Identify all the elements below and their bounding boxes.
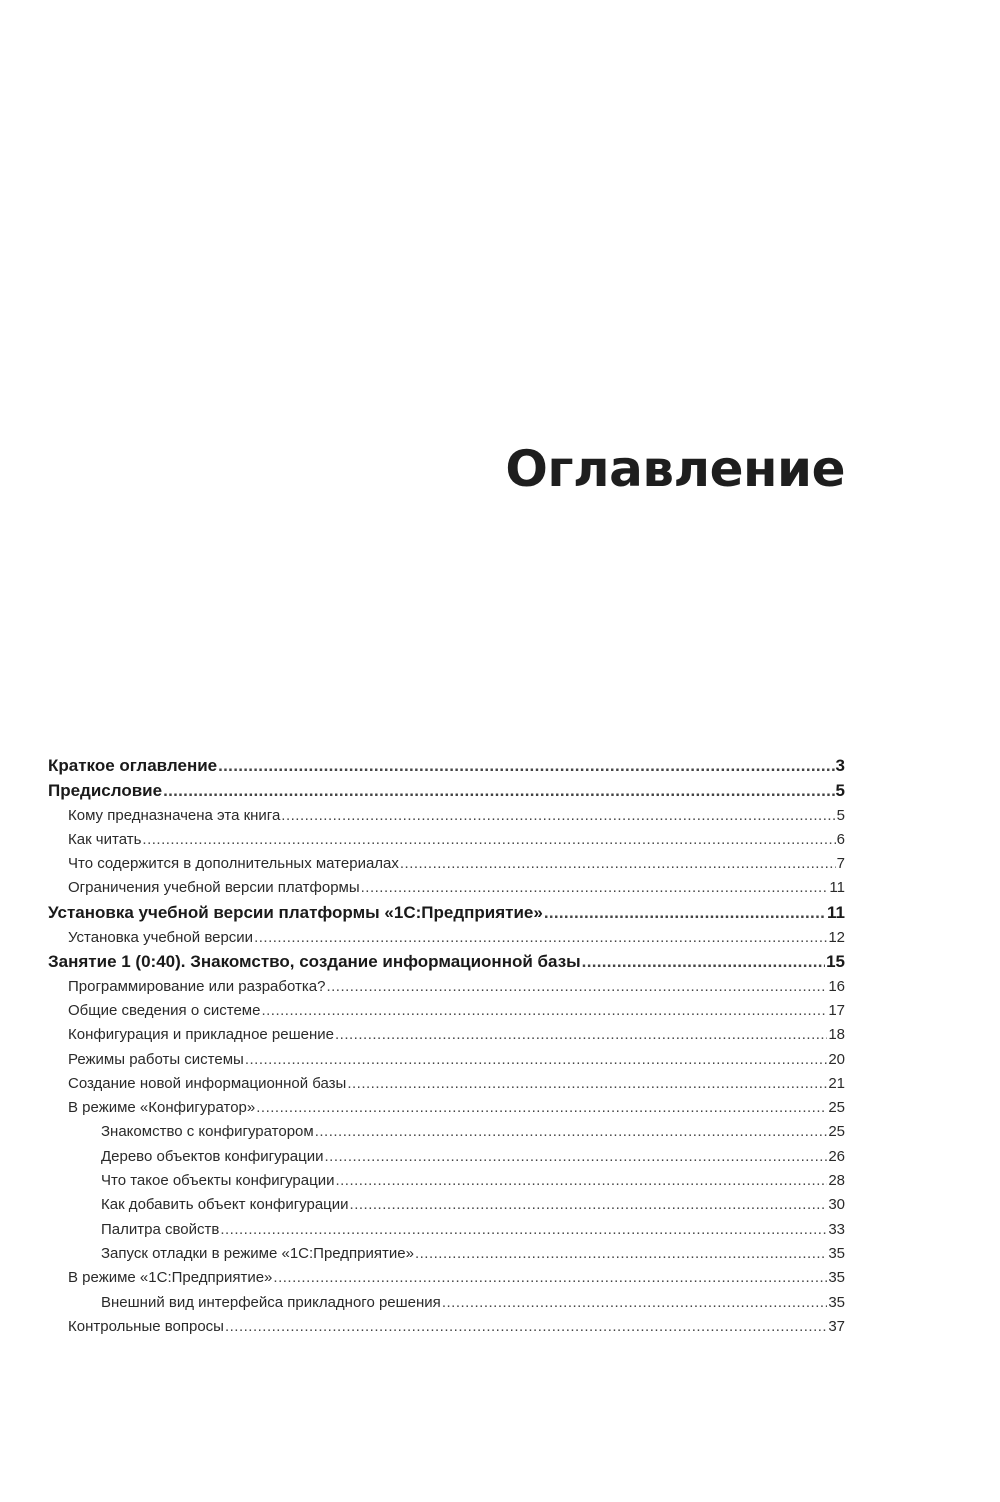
toc-entry-title: Что содержится в дополнительных материалах — [68, 855, 399, 873]
toc-entry-page-number: 21 — [828, 1074, 845, 1092]
toc-entry-page-number: 5 — [835, 780, 845, 800]
toc-entry-title: Как читать — [68, 830, 142, 848]
toc-entry — [48, 926, 845, 950]
toc-entry — [48, 1242, 845, 1266]
toc-entry — [48, 1266, 845, 1290]
toc-entry — [48, 876, 845, 900]
toc-entry-title: Дерево объектов конфигурации — [101, 1147, 324, 1165]
toc-entry — [48, 779, 845, 804]
toc-entry-page-number: 5 — [836, 806, 845, 824]
toc-entry — [48, 999, 845, 1023]
toc-entry-page-number: 15 — [826, 951, 845, 971]
toc-entry-page-number: 3 — [835, 756, 845, 775]
toc-entry-title: Краткое оглавление — [48, 756, 218, 775]
toc-dot-leader — [256, 1096, 827, 1120]
toc-dot-leader — [315, 1120, 828, 1144]
toc-dot-leader — [326, 975, 827, 999]
toc-entry — [48, 754, 845, 779]
toc-entry-page-number: 12 — [828, 928, 845, 946]
toc-entry-page-number: 30 — [828, 1196, 845, 1214]
toc-entry-page-number: 17 — [828, 1001, 845, 1019]
toc-dot-leader — [254, 926, 827, 950]
toc-entry — [48, 1120, 845, 1144]
toc-entry — [48, 1096, 845, 1120]
toc-entry-page-number: 11 — [829, 879, 845, 897]
toc-entry-title: В режиме «Конфигуратор» — [68, 1099, 256, 1117]
toc-entry — [48, 1218, 845, 1242]
toc-entry — [48, 852, 845, 876]
page-title: Оглавление — [505, 440, 845, 498]
toc-dot-leader — [220, 1218, 827, 1242]
toc-entry-title: Программирование или разработка? — [68, 977, 326, 995]
toc-dot-leader — [225, 1315, 827, 1339]
toc-dot-leader — [163, 779, 834, 804]
toc-entry — [48, 901, 845, 926]
toc-entry — [48, 1315, 845, 1339]
toc-entry-title: Кому предназначена эта книга — [68, 806, 281, 824]
toc-dot-leader — [261, 999, 827, 1023]
toc-dot-leader — [218, 754, 834, 779]
toc-entry-title: Общие сведения о системе — [68, 1001, 261, 1019]
toc-dot-leader — [335, 1023, 827, 1047]
toc-dot-leader — [324, 1145, 827, 1169]
toc-entry-page-number: 26 — [828, 1147, 845, 1165]
toc-entry-title: Запуск отладки в режиме «1С:Предприятие» — [101, 1244, 414, 1262]
toc-dot-leader — [415, 1242, 827, 1266]
toc-entry-page-number: 18 — [828, 1026, 845, 1044]
toc-entry-title: Занятие 1 (0:40). Знакомство, создание информационной базы — [48, 951, 581, 971]
toc-entry-page-number: 35 — [828, 1293, 845, 1311]
toc-entry-page-number: 37 — [828, 1317, 845, 1335]
toc-entry-page-number: 20 — [828, 1050, 845, 1068]
toc-entry-title: Установка учебной версии платформы «1С:Предприятие» — [48, 902, 543, 922]
toc-entry — [48, 1291, 845, 1315]
toc-entry-title: Палитра свойств — [101, 1220, 220, 1238]
toc-entry — [48, 1169, 845, 1193]
toc-dot-leader — [142, 828, 835, 852]
toc-entry-page-number: 33 — [828, 1220, 845, 1238]
toc-entry-title: В режиме «1С:Предприятие» — [68, 1269, 273, 1287]
toc-entry-page-number: 11 — [827, 902, 845, 922]
toc-entry-title: Предисловие — [48, 780, 163, 800]
toc-entry — [48, 1072, 845, 1096]
toc-entry-page-number: 6 — [836, 830, 845, 848]
toc-dot-leader — [273, 1266, 827, 1290]
toc-entry-title: Контрольные вопросы — [68, 1317, 224, 1335]
toc-entry-title: Что такое объекты конфигурации — [101, 1172, 335, 1190]
toc-entry-title: Создание новой информационной базы — [68, 1074, 347, 1092]
toc-entry — [48, 950, 845, 975]
toc-entry-title: Конфигурация и прикладное решение — [68, 1026, 335, 1044]
toc-entry — [48, 804, 845, 828]
toc-entry — [48, 1193, 845, 1217]
toc-entry-title: Внешний вид интерфейса прикладного решения — [101, 1293, 441, 1311]
toc-dot-leader — [442, 1291, 828, 1315]
toc-dot-leader — [361, 876, 829, 900]
toc-dot-leader — [400, 852, 836, 876]
toc-dot-leader — [347, 1072, 827, 1096]
toc-dot-leader — [582, 950, 825, 975]
toc-dot-leader — [544, 901, 826, 926]
toc-entry-title: Знакомство с конфигуратором — [101, 1123, 314, 1141]
toc-entry-page-number: 7 — [836, 855, 845, 873]
toc-entry-page-number: 28 — [828, 1172, 845, 1190]
toc-entry-title: Установка учебной версии — [68, 928, 254, 946]
toc-entry — [48, 828, 845, 852]
toc-dot-leader — [281, 804, 835, 828]
toc-entry-page-number: 35 — [828, 1244, 845, 1262]
toc-dot-leader — [350, 1193, 828, 1217]
toc-entry — [48, 1145, 845, 1169]
toc-entry-title: Как добавить объект конфигурации — [101, 1196, 349, 1214]
toc-entry-page-number: 25 — [828, 1099, 845, 1117]
toc-entry-page-number: 25 — [828, 1123, 845, 1141]
toc-dot-leader — [245, 1048, 827, 1072]
toc-entry-page-number: 35 — [828, 1269, 845, 1287]
toc-entry — [48, 1023, 845, 1047]
toc-entry-page-number: 16 — [828, 977, 845, 995]
toc-entry-title: Режимы работы системы — [68, 1050, 244, 1068]
toc-entry-title: Ограничения учебной версии платформы — [68, 879, 360, 897]
table-of-contents — [48, 754, 845, 1339]
toc-entry — [48, 975, 845, 999]
toc-entry — [48, 1048, 845, 1072]
toc-dot-leader — [335, 1169, 827, 1193]
